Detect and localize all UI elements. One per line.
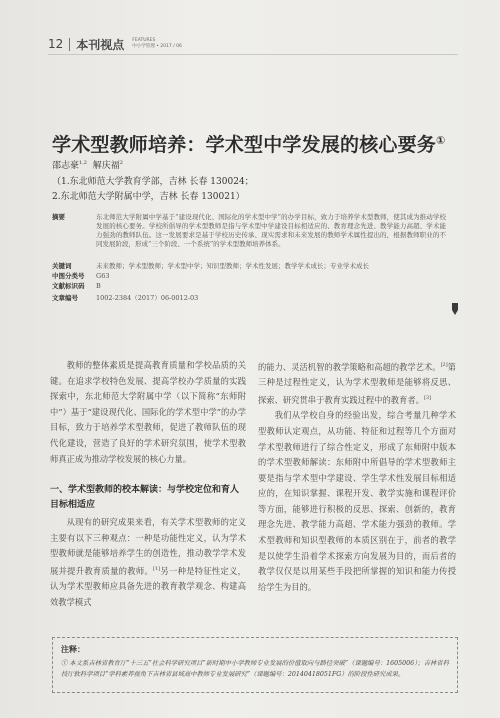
author-1-affiliation: 1,2 — [79, 160, 87, 166]
intro-paragraph: 教师的整体素质是提高教育质量和学校品质的关键。在追求学校特色发展、提高学校办学质量的实践探索中，东北师范大学附属中学（以下简称“东师附中”）基于“建设现代化、国际化的学术型中学”的办学目标，致力于培养学术型教师，促进了教师队伍的现代化建设，营造了良好的学术研究氛围，使学术型教师真正成为推动学校发展的核心力量。 — [50, 360, 246, 464]
footnote-text: ① 本文系吉林省教育厅“十三五”社会科学研究项目“新时期中小学教师专业发展的价值取向与路径突破”（课题编号：1605006）；吉林省科技厅软科学项目“学科素养视角下吉林省县域高中教师专业发展研究”（课题编号：20140418051FG）的阶段性研究成果。 — [61, 660, 449, 678]
continued-paragraph — [258, 358, 456, 408]
school-definition-paragraph: 我们从学校自身的经验出发，综合考量几种学术型教师认定观点，从功能、特征和过程等几个方面对学术型教师进行了综合性定义，形成了东师附中版本的学术型教师解读：东师附中所倡导的学术型教师主要是指与学术型中学建设、学生学术性发展目标相适应的，在知识掌握、课程开发、教学实施和课程评价等方面，能够进行积极的反思、探索、创新的，教育理念先进、教学能力高超、学术能力强劲的教师。学术型教师和知识型教师的本质区别在于，前者的教学是以使学生沿着学术探索方向发展为目的，而后者的教学仅仅是以用某些手段把所掌握的知识和能力传授给学生为目的。 — [258, 410, 456, 592]
article-number-label: 文章编号 — [52, 294, 78, 302]
article-number-row — [52, 294, 446, 303]
running-header — [48, 34, 182, 54]
doc-code-row — [52, 282, 446, 291]
continued-text-b: 第三种是过程性定义，认为学术型教师是能够将反思、探索、研究贯串于教育实践过程中的教育者。 — [258, 361, 456, 405]
author-2: 解庆福 — [92, 161, 120, 171]
clc-label: 中图分类号 — [52, 272, 85, 280]
abstract-label: 摘要 — [52, 213, 65, 221]
section-1-heading: 一、学术型教师的校本解读：与学校定位和育人目标相适应 — [50, 485, 240, 511]
author-2-affiliation: 2 — [119, 160, 123, 166]
author-1: 邵志豪 — [52, 161, 80, 171]
journal-meta — [132, 38, 182, 50]
keywords-value: 未来教师；学术型教师；学术型中学；知识型教师；学术性发展；教学学术成长；专业学术成长 — [96, 262, 369, 270]
pencil-icon — [451, 303, 459, 315]
article-title-text: 学术型教师培养：学术型中学发展的核心要务 — [52, 134, 437, 156]
article-title — [52, 130, 446, 157]
body-right-column — [258, 358, 456, 595]
definition-text-a: 从现有的研究成果来看，有关学术型教师的定义主要有以下三种观点：一种是功能性定义，认为学术型教师就是能够培养学生的创造性，推动教学学术发展并提升教育质量的教师。 — [50, 517, 246, 576]
continued-text-a: 的能力、灵活机智的教学策略和高超的教学艺术。 — [258, 361, 441, 372]
title-note-marker: ① — [436, 134, 446, 147]
body-left-column — [50, 358, 246, 610]
footnote-box — [52, 637, 458, 693]
definition-paragraph — [50, 515, 246, 610]
citation-1: [1] — [153, 565, 161, 572]
definition-text-b: 另一种是特征性定义，认为学术型教师应具备先进的教育教学观念、构建高效教学模式 — [50, 565, 246, 607]
doc-code-value: B — [96, 282, 101, 290]
footnote-heading: 注释： — [61, 645, 85, 654]
page-number: 12 — [48, 37, 64, 51]
clc-row — [52, 272, 446, 281]
citation-2: [2] — [440, 362, 448, 368]
affiliation-1: （1.东北师范大学教育学部，吉林 长春 130024； — [52, 177, 254, 187]
affiliation-2: 2.东北师范大学附属中学，吉林 长春 130021） — [52, 192, 245, 202]
column-name: 本刊视点 — [76, 37, 125, 52]
header-rule — [48, 54, 458, 55]
journal-meta-line1: FEATURES — [132, 38, 156, 43]
citation-3: [3] — [423, 394, 432, 401]
abstract-text: 东北师范大学附属中学基于“建设现代化、国际化的学术型中学”的办学目标，致力于培养学术型教师，使其成为推动学校发展的核心要务。学校所倡导的学术型教师是指与学术型中学建设目标相适应的、教育理念先进、教学能力高超、学术能力强劲的教师队伍。这一发展要求是基于学校历史传承、现实需求和未来发展的教师学术属性提出的，根据教师职业的不同发展阶段，形成“三个阶段、一个系统”的学术型教师培养体系。 — [96, 213, 446, 248]
clc-value: G63 — [96, 272, 110, 280]
keywords-row — [52, 262, 446, 271]
doc-code-label: 文献标识码 — [52, 282, 85, 290]
abstract — [52, 213, 446, 249]
article-authors — [52, 158, 123, 171]
journal-meta-line2: 中小学管理 • 2017 / 06 — [132, 44, 182, 49]
header-divider — [69, 38, 70, 51]
article-number-value: 1002-2384（2017）06-0012-03 — [96, 294, 199, 302]
keywords-label: 关键词 — [52, 262, 72, 270]
